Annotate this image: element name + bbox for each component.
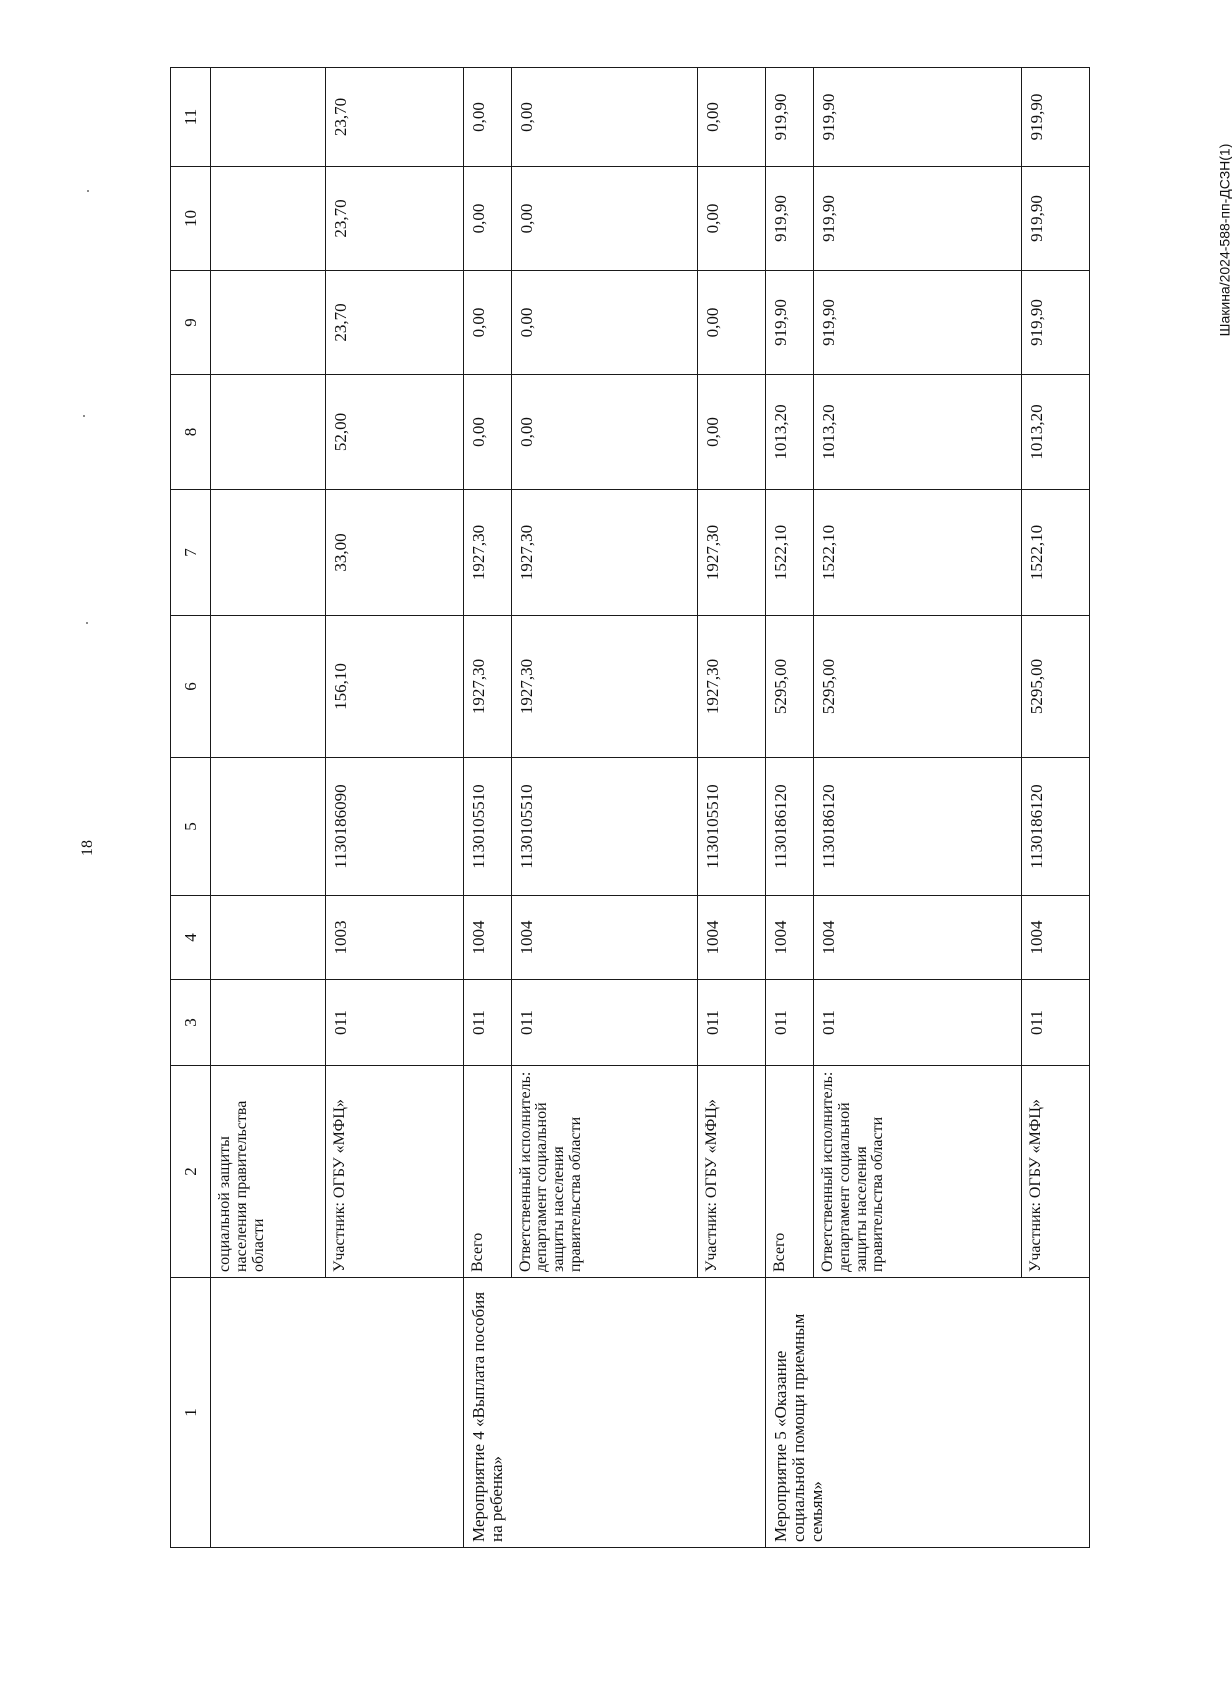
value-cell: 1927,30	[698, 490, 766, 616]
participant-cell: Всего	[463, 1066, 511, 1278]
value-cell: 011	[814, 980, 1022, 1066]
value-cell: 1004	[511, 896, 698, 980]
value-cell: 52,00	[325, 375, 463, 490]
value-cell: 1004	[698, 896, 766, 980]
column-header: 8	[171, 375, 211, 490]
page-number: 18	[79, 840, 96, 856]
value-cell: 1013,20	[766, 375, 814, 490]
value-cell: 011	[511, 980, 698, 1066]
value-cell: 1522,10	[766, 490, 814, 616]
value-cell: 011	[1022, 980, 1090, 1066]
value-cell: 919,90	[814, 271, 1022, 375]
participant-cell: социальной защиты населения правительства области	[211, 1066, 326, 1278]
table-row	[766, 68, 814, 1548]
value-cell: 23,70	[325, 167, 463, 271]
value-cell: 1013,20	[814, 375, 1022, 490]
participant-cell: Всего	[766, 1066, 814, 1278]
value-cell: 0,00	[511, 271, 698, 375]
participant-cell: Ответственный исполнитель: департамент социальной защиты населения правительства области	[814, 1066, 1022, 1278]
value-cell: 1130105510	[463, 758, 511, 896]
value-cell	[211, 896, 326, 980]
column-header: 7	[171, 490, 211, 616]
value-cell: 33,00	[325, 490, 463, 616]
value-cell: 0,00	[511, 167, 698, 271]
value-cell: 5295,00	[1022, 616, 1090, 758]
value-cell: 919,90	[1022, 271, 1090, 375]
value-cell: 0,00	[698, 271, 766, 375]
value-cell: 011	[463, 980, 511, 1066]
value-cell: 0,00	[463, 167, 511, 271]
value-cell: 011	[766, 980, 814, 1066]
value-cell: 1522,10	[814, 490, 1022, 616]
rotated-table-wrapper	[170, 68, 1090, 1548]
measure-name-cell: Мероприятие 5 «Оказание социальной помощи приемным семьям»	[766, 1278, 1090, 1548]
value-cell: 0,00	[463, 68, 511, 167]
value-cell	[211, 616, 326, 758]
measure-name-cell	[211, 1278, 464, 1548]
scan-speck	[86, 622, 88, 624]
measure-name-cell: Мероприятие 4 «Выплата пособия на ребенка»	[463, 1278, 765, 1548]
value-cell: 0,00	[511, 375, 698, 490]
value-cell: 1522,10	[1022, 490, 1090, 616]
participant-cell: Участник: ОГБУ «МФЦ»	[698, 1066, 766, 1278]
value-cell: 1927,30	[463, 616, 511, 758]
column-header: 6	[171, 616, 211, 758]
value-cell	[211, 167, 326, 271]
value-cell: 919,90	[1022, 68, 1090, 167]
value-cell: 0,00	[463, 375, 511, 490]
value-cell	[211, 980, 326, 1066]
value-cell: 5295,00	[766, 616, 814, 758]
value-cell	[211, 271, 326, 375]
value-cell: 1927,30	[511, 490, 698, 616]
budget-table	[170, 67, 1090, 1548]
value-cell: 23,70	[325, 271, 463, 375]
column-header: 4	[171, 896, 211, 980]
value-cell: 1130186090	[325, 758, 463, 896]
value-cell: 0,00	[511, 68, 698, 167]
value-cell: 0,00	[698, 375, 766, 490]
column-header: 11	[171, 68, 211, 167]
value-cell: 1130105510	[698, 758, 766, 896]
value-cell: 1004	[814, 896, 1022, 980]
value-cell: 1013,20	[1022, 375, 1090, 490]
value-cell: 1927,30	[698, 616, 766, 758]
participant-cell: Участник: ОГБУ «МФЦ»	[325, 1066, 463, 1278]
table-row	[211, 68, 326, 1548]
value-cell: 1004	[463, 896, 511, 980]
column-header: 1	[171, 1278, 211, 1548]
participant-cell: Ответственный исполнитель: департамент социальной защиты населения правительства области	[511, 1066, 698, 1278]
value-cell: 1004	[1022, 896, 1090, 980]
value-cell: 23,70	[325, 68, 463, 167]
value-cell: 919,90	[766, 167, 814, 271]
value-cell: 0,00	[698, 167, 766, 271]
column-header: 2	[171, 1066, 211, 1278]
value-cell: 1004	[766, 896, 814, 980]
value-cell: 1003	[325, 896, 463, 980]
value-cell: 1130105510	[511, 758, 698, 896]
value-cell: 919,90	[814, 167, 1022, 271]
column-header: 5	[171, 758, 211, 896]
value-cell	[211, 68, 326, 167]
value-cell: 1927,30	[463, 490, 511, 616]
table-header-row	[171, 68, 211, 1548]
value-cell: 011	[698, 980, 766, 1066]
value-cell: 0,00	[463, 271, 511, 375]
participant-cell: Участник: ОГБУ «МФЦ»	[1022, 1066, 1090, 1278]
value-cell	[211, 758, 326, 896]
value-cell: 0,00	[698, 68, 766, 167]
document-code: Шакина/2024-588-пп-ДСЗН(1)	[1216, 143, 1232, 337]
value-cell: 919,90	[1022, 167, 1090, 271]
column-header: 9	[171, 271, 211, 375]
column-header: 10	[171, 167, 211, 271]
value-cell: 1130186120	[814, 758, 1022, 896]
value-cell	[211, 490, 326, 616]
value-cell: 156,10	[325, 616, 463, 758]
column-header: 3	[171, 980, 211, 1066]
value-cell: 919,90	[766, 271, 814, 375]
value-cell	[211, 375, 326, 490]
value-cell: 1927,30	[511, 616, 698, 758]
value-cell: 1130186120	[766, 758, 814, 896]
value-cell: 011	[325, 980, 463, 1066]
value-cell: 5295,00	[814, 616, 1022, 758]
value-cell: 1130186120	[1022, 758, 1090, 896]
value-cell: 919,90	[766, 68, 814, 167]
scan-speck	[87, 190, 89, 192]
table-row	[463, 68, 511, 1548]
scan-speck	[83, 415, 85, 417]
value-cell: 919,90	[814, 68, 1022, 167]
